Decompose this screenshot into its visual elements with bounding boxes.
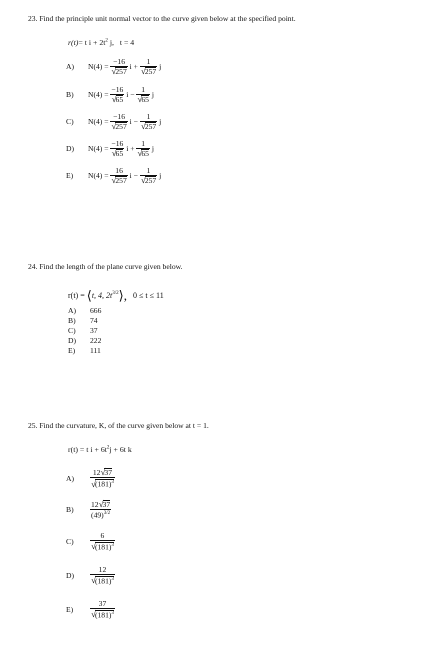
- option-label: A): [66, 62, 75, 72]
- option-op: i +: [127, 62, 140, 72]
- sqrt-radicand: 37: [104, 468, 113, 477]
- den-sup: 3: [111, 610, 114, 616]
- option-label: E): [66, 605, 74, 615]
- option-op: i −: [124, 90, 137, 100]
- fraction: [90, 600, 115, 619]
- option-lhs: N(4) =: [88, 62, 111, 72]
- sqrt-denominator: [111, 67, 126, 76]
- numerator: 1: [141, 85, 146, 94]
- sqrt-sign: √: [91, 575, 96, 586]
- denominator: [140, 121, 157, 131]
- denominator: [90, 608, 115, 620]
- sqrt-denominator: [137, 95, 149, 104]
- sqrt-sign: √: [111, 147, 117, 158]
- numerator: −16: [113, 112, 126, 121]
- sqrt-radicand: 257: [144, 175, 157, 185]
- sqrt-denominator: [111, 176, 126, 185]
- vec-body: t, 4, 2t: [91, 290, 113, 300]
- sqrt-denominator: [141, 67, 156, 76]
- sqrt-sign: √: [111, 120, 117, 131]
- option-tail: j: [149, 144, 154, 154]
- sqrt-radicand: [95, 542, 114, 551]
- denominator: [110, 66, 127, 76]
- fraction: [90, 566, 115, 585]
- option-value: 222: [90, 336, 102, 345]
- option-tail: j: [157, 62, 162, 72]
- sqrt-sign: √: [137, 147, 143, 158]
- option-label: C): [68, 326, 76, 335]
- option-lhs: N(4) =: [88, 90, 111, 100]
- numerator: −16: [111, 139, 124, 148]
- eq-t: t = 4: [119, 38, 135, 47]
- sqrt-radicand: 65: [115, 94, 124, 104]
- question-23-equation: [68, 38, 134, 47]
- den-base: (49): [91, 510, 104, 520]
- numerator: 37: [98, 599, 107, 608]
- denominator: [90, 540, 115, 552]
- question-23-text: 23. Find the principle unit normal vector to the curve given below at the specified point.: [28, 14, 296, 23]
- vec-open: ⟨: [86, 288, 92, 303]
- option-row: [68, 306, 101, 316]
- sqrt-radicand: 65: [141, 94, 149, 104]
- den-base: (181): [94, 542, 112, 552]
- sqrt-radicand: 257: [115, 175, 127, 185]
- option-label: A): [66, 473, 75, 483]
- r-of-t: r(t): [68, 38, 79, 47]
- numerator: [90, 468, 115, 477]
- fraction: [90, 500, 111, 519]
- vec-sup: 3/2: [112, 291, 119, 297]
- question-25-equation: [68, 445, 132, 454]
- den-sup: 3/2: [103, 511, 111, 516]
- option-label: D): [66, 571, 75, 581]
- option-tail: j: [157, 117, 162, 127]
- sqrt-sign: √: [140, 174, 146, 185]
- option-row: [68, 326, 101, 336]
- numerator: 16: [115, 166, 123, 175]
- sqrt-sign: √: [111, 93, 117, 104]
- option-row: [66, 58, 161, 76]
- sqrt-denominator: [111, 122, 126, 131]
- option-row: [68, 346, 101, 356]
- sqrt-sign: √: [140, 120, 146, 131]
- denominator: [136, 148, 150, 158]
- option-tail: j: [157, 171, 162, 181]
- option-row: [66, 140, 154, 158]
- eq-tail: j,: [107, 38, 114, 47]
- fraction: [140, 58, 157, 76]
- sqrt-radicand: 37: [102, 500, 111, 509]
- option-row: [66, 167, 161, 185]
- sqrt-denominator: [112, 149, 124, 158]
- option-label: B): [66, 90, 74, 100]
- option-row: [68, 316, 101, 326]
- option-label: E): [68, 346, 76, 355]
- sqrt-radicand: 65: [141, 148, 149, 158]
- fraction: [90, 532, 115, 551]
- sqrt-numerator: [99, 500, 111, 509]
- sqrt-denominator: [91, 576, 114, 585]
- sqrt-radicand: [95, 479, 114, 488]
- denominator: [110, 148, 124, 158]
- option-label: C): [66, 117, 74, 127]
- sqrt-sign: √: [111, 65, 117, 76]
- option-row: [66, 532, 115, 551]
- sqrt-radicand: 257: [144, 121, 157, 131]
- denominator: [140, 175, 157, 185]
- question-24-options: [68, 306, 101, 356]
- question-25-text: 25. Find the curvature, K, of the curve given below at t = 1.: [28, 421, 209, 430]
- fraction: [110, 167, 127, 185]
- numerator: −16: [111, 85, 124, 94]
- sqrt-denominator: [137, 149, 149, 158]
- sqrt-sign: √: [100, 467, 106, 477]
- option-row: [68, 336, 101, 346]
- denominator: [110, 175, 127, 185]
- fraction: [136, 86, 150, 104]
- sqrt-denominator: [112, 95, 124, 104]
- eq-sup: 2: [105, 38, 108, 44]
- sqrt-sign: √: [91, 541, 96, 552]
- sqrt-denominator: [91, 542, 114, 551]
- option-label: B): [68, 316, 76, 325]
- option-op: i −: [127, 117, 140, 127]
- fraction: [110, 58, 127, 76]
- numerator: 1: [146, 166, 151, 175]
- option-row: [66, 600, 115, 619]
- sqrt-denominator: [141, 122, 156, 131]
- sqrt-radicand: [95, 610, 114, 619]
- fraction: [140, 113, 157, 131]
- option-op: i −: [127, 171, 140, 181]
- option-label: C): [66, 537, 74, 547]
- option-label: E): [66, 171, 74, 181]
- sqrt-radicand: 257: [115, 121, 127, 131]
- option-op: i +: [124, 144, 137, 154]
- sqrt-denominator: [91, 610, 114, 619]
- option-label: B): [66, 505, 74, 515]
- sqrt-sign: √: [91, 609, 96, 620]
- sqrt-denominator: [91, 480, 114, 489]
- option-value: 111: [90, 346, 101, 355]
- fraction: [90, 468, 115, 489]
- sqrt-sign: √: [91, 478, 96, 489]
- denominator: [110, 94, 124, 104]
- option-lhs: N(4) =: [88, 171, 111, 181]
- denominator: [90, 574, 115, 586]
- sqrt-numerator: [100, 468, 112, 477]
- r-of-t: r(t) =: [68, 290, 85, 300]
- coef: 12: [91, 500, 99, 509]
- r-body: r(t) = t i + 6t: [68, 445, 107, 454]
- sqrt-sign: √: [137, 93, 143, 104]
- sqrt-radicand: 257: [115, 66, 127, 76]
- question-24-equation: [68, 288, 164, 304]
- den-base: (181): [94, 610, 112, 620]
- fraction: [136, 140, 150, 158]
- r-tail: j + 6t k: [109, 445, 132, 454]
- den-sup: 3: [111, 480, 114, 485]
- option-row: [66, 86, 154, 104]
- numerator: 1: [146, 57, 151, 66]
- sqrt-radicand: 257: [144, 66, 157, 76]
- fraction: [110, 113, 127, 131]
- denominator: [110, 121, 127, 131]
- numerator: 1: [141, 139, 146, 148]
- numerator: [90, 500, 111, 509]
- option-row: [66, 500, 111, 519]
- option-lhs: N(4) =: [88, 117, 111, 127]
- eq-body: = t i + 2t: [78, 38, 106, 47]
- fraction: [110, 140, 124, 158]
- vec-close: ⟩,: [118, 288, 127, 303]
- sqrt-radicand: [95, 576, 114, 585]
- denominator: [140, 66, 157, 76]
- option-lhs: N(4) =: [88, 144, 111, 154]
- range: 0 ≤ t ≤ 11: [132, 290, 164, 300]
- option-row: [66, 566, 115, 585]
- sqrt-radicand: 65: [115, 148, 124, 158]
- numerator: 1: [146, 112, 151, 121]
- denominator: [136, 94, 150, 104]
- sqrt-sign: √: [140, 65, 146, 76]
- coef: 12: [92, 468, 101, 477]
- option-row: [66, 113, 161, 131]
- question-24-text: 24. Find the length of the plane curve given below.: [28, 262, 183, 271]
- den-sup: 3: [111, 542, 114, 548]
- option-label: D): [66, 144, 75, 154]
- denominator: [90, 477, 115, 489]
- numerator: 6: [100, 531, 105, 540]
- sqrt-sign: √: [98, 499, 104, 509]
- den-sup: 3: [111, 576, 114, 582]
- fraction: [140, 167, 157, 185]
- option-row: [66, 468, 115, 489]
- numerator: −16: [113, 57, 126, 66]
- den-base: (181): [94, 479, 112, 489]
- den-base: (181): [94, 576, 112, 586]
- sqrt-sign: √: [111, 174, 117, 185]
- option-value: 37: [90, 326, 98, 335]
- option-value: 666: [90, 306, 102, 315]
- numerator: 12: [98, 565, 107, 574]
- option-label: D): [68, 336, 77, 345]
- option-value: 74: [90, 316, 98, 325]
- sqrt-denominator: [141, 176, 156, 185]
- r-sup: 2: [106, 445, 110, 451]
- option-tail: j: [149, 90, 154, 100]
- denominator: [90, 509, 111, 519]
- fraction: [110, 86, 124, 104]
- option-label: A): [68, 306, 77, 315]
